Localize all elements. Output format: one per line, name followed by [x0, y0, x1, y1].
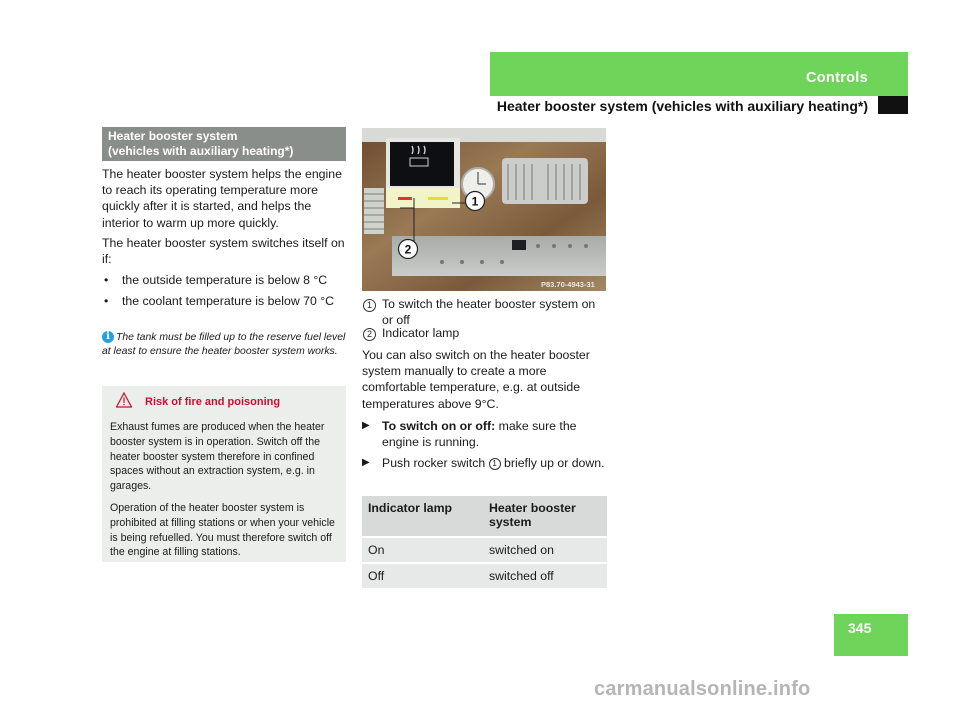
callout-2: 2	[404, 242, 412, 257]
table-row	[362, 563, 607, 589]
table-header: Indicator lamp	[362, 496, 483, 537]
table-header-row	[362, 496, 607, 537]
step-text	[382, 455, 607, 471]
step-text	[382, 418, 607, 450]
info-note: The tank must be filled up to the reserve fuel level at least to ensure the heater booster system works.	[102, 332, 346, 357]
bullet-text: the coolant temperature is below 70 °C	[122, 294, 335, 308]
table-cell: switched off	[483, 563, 607, 589]
table-row	[362, 537, 607, 563]
warning-paragraph-1: Exhaust fumes are produced when the heater booster system is in operation. Switch off the heater booster system therefore in confined spaces without an extraction system, e.g. in garages.	[110, 421, 325, 493]
subheading-line-1: Heater booster system	[108, 129, 238, 143]
page-heading: Heater booster system (vehicles with auxiliary heating*)	[496, 98, 868, 114]
arrow-right-icon: ▶	[362, 420, 370, 431]
watermark: carmanualsonline.info	[594, 678, 811, 700]
section-title: Controls	[805, 70, 868, 86]
subheading	[108, 129, 293, 159]
table-cell: On	[362, 537, 483, 563]
caption-number: 2	[363, 328, 376, 341]
info-icon: i	[102, 331, 114, 343]
caption-number: 1	[363, 299, 376, 312]
callout-1: 1	[471, 194, 479, 209]
bullet-text: the outside temperature is below 8 °C	[122, 273, 328, 287]
caption-indicator: Indicator lamp	[382, 326, 460, 340]
caption-switch: To switch the heater booster system on or off	[382, 297, 596, 328]
switch-number: 1	[489, 458, 501, 470]
step-rest: make sure the engine is running.	[382, 419, 577, 450]
arrow-right-icon: ▶	[362, 457, 370, 468]
conditions-paragraph: The heater booster system switches itself on if:	[102, 236, 345, 267]
bullet-icon: •	[104, 294, 109, 308]
subheading-line-2: (vehicles with auxiliary heating*)	[108, 144, 294, 158]
photo-code: P83.70-4943-31	[541, 280, 595, 289]
intro-paragraph: The heater booster system helps the engine to reach its operating temperature more quickly after it is started, and helps the interior to warm up more quickly.	[102, 167, 342, 230]
header-marker	[878, 96, 908, 114]
warning-paragraph-2: Operation of the heater booster system is prohibited at filling stations or when your vehicle is being refuelled. You must therefore switch off the engine at filling stations.	[110, 502, 335, 559]
manual-paragraph: You can also switch on the heater booster system manually to create a more comfortable temperature, e.g. at outside temperatures above 9°C.	[362, 348, 590, 411]
table-cell: Off	[362, 563, 483, 589]
dashboard-photo	[362, 128, 606, 291]
step-bold: To switch on or off:	[382, 419, 496, 433]
step-post: briefly up or down.	[504, 456, 605, 470]
warning-title: Risk of fire and poisoning	[145, 396, 281, 408]
table-header: Heater booster system	[483, 496, 607, 537]
warning-triangle-icon	[116, 392, 132, 408]
indicator-table	[362, 496, 607, 590]
bullet-icon: •	[104, 273, 109, 287]
table-cell: switched on	[483, 537, 607, 563]
page-number: 345	[848, 620, 872, 636]
step-pre: Push rocker switch	[382, 456, 486, 470]
